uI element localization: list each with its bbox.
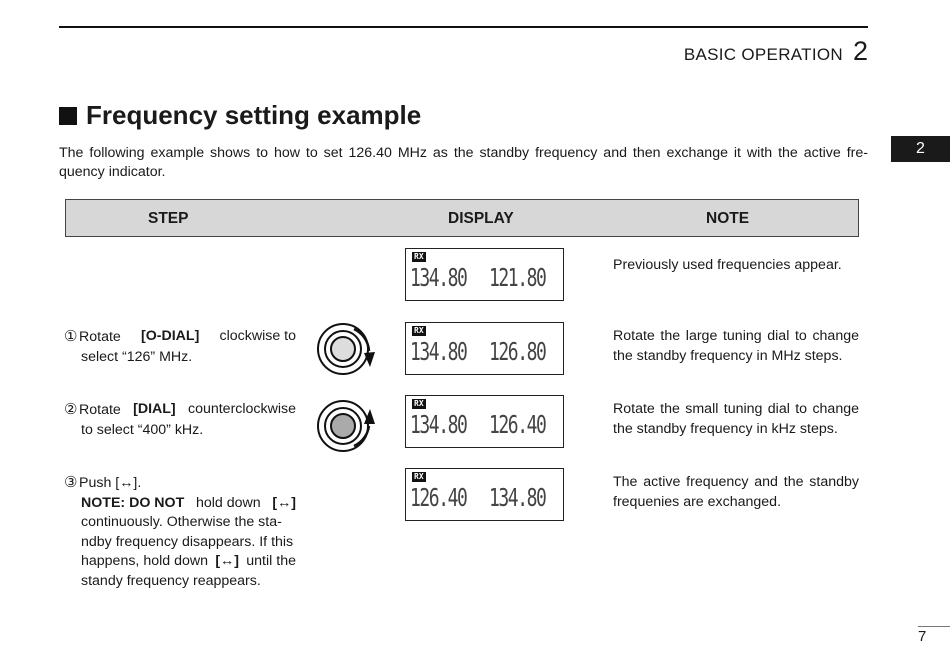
tuning-dial-counterclockwise-icon xyxy=(314,400,378,452)
standby-frequency: 126.80 xyxy=(489,337,546,366)
rx-badge: RX xyxy=(414,252,424,261)
lcd-display xyxy=(405,322,564,375)
square-bullet-icon xyxy=(59,107,77,125)
active-frequency: 134.80 xyxy=(410,263,467,292)
key-swap: [↔] xyxy=(215,553,239,569)
key-o-dial: [O-DIAL] xyxy=(141,328,200,344)
standby-frequency: 126.40 xyxy=(489,410,546,439)
note-label: NOTE: DO NOT xyxy=(81,494,185,511)
key-swap: [↔] xyxy=(272,494,296,511)
step-3: ③ Push [↔]. NOTE: DO NOT hold down [↔] continuously. Otherwise the sta- ndby frequency disappears. If this happens, hold down [↔] until the standy frequency reappears. xyxy=(64,474,296,589)
lcd-display xyxy=(405,248,564,301)
active-frequency: 134.80 xyxy=(410,337,467,366)
tuning-dial-clockwise-icon xyxy=(314,323,378,375)
chapter-number: 2 xyxy=(852,36,868,66)
row-note: Rotate the large tuning dial to change the standby frequency in MHz steps. xyxy=(613,328,859,364)
key-dial: [DIAL] xyxy=(133,401,176,417)
step-marker: ③ xyxy=(64,474,78,491)
top-rule xyxy=(59,26,868,28)
chapter-tab: 2 xyxy=(891,136,950,162)
rx-badge: RX xyxy=(414,326,424,335)
table-header xyxy=(65,199,859,237)
page-title-text: Frequency setting example xyxy=(86,100,422,130)
row-note: Previously used frequencies appear. xyxy=(613,257,842,273)
page-number: 7 xyxy=(918,628,927,645)
standby-frequency: 134.80 xyxy=(489,483,546,512)
lcd-display xyxy=(405,468,564,521)
step-marker: ② xyxy=(64,401,78,418)
section-title: BASIC OPERATION xyxy=(683,45,843,64)
footer-rule xyxy=(918,626,950,627)
lcd-display xyxy=(405,395,564,448)
step-1: ① Rotate [O-DIAL] clockwise to select “126” MHz. xyxy=(64,328,296,365)
running-header xyxy=(684,36,868,67)
row-note: Rotate the small tuning dial to change the standby frequency in kHz steps. xyxy=(613,401,859,437)
header-note: NOTE xyxy=(706,210,750,227)
page-title xyxy=(59,100,421,131)
rx-badge: RX xyxy=(414,399,424,408)
header-display: DISPLAY xyxy=(448,210,514,227)
intro-paragraph: The following example shows to how to set 126.40 MHz as the standby frequency and then exchange it with the active fre-quency indicator. xyxy=(59,145,868,180)
standby-frequency: 121.80 xyxy=(489,263,546,292)
active-frequency: 126.40 xyxy=(410,483,467,512)
step-2: ② Rotate [DIAL] counterclockwise to select “400” kHz. xyxy=(64,401,296,438)
header-step: STEP xyxy=(148,210,189,227)
active-frequency: 134.80 xyxy=(410,410,467,439)
rx-badge: RX xyxy=(414,472,424,481)
step-marker: ① xyxy=(64,328,78,345)
row-note: The active frequency and the standby frequenies are exchanged. xyxy=(613,474,859,510)
